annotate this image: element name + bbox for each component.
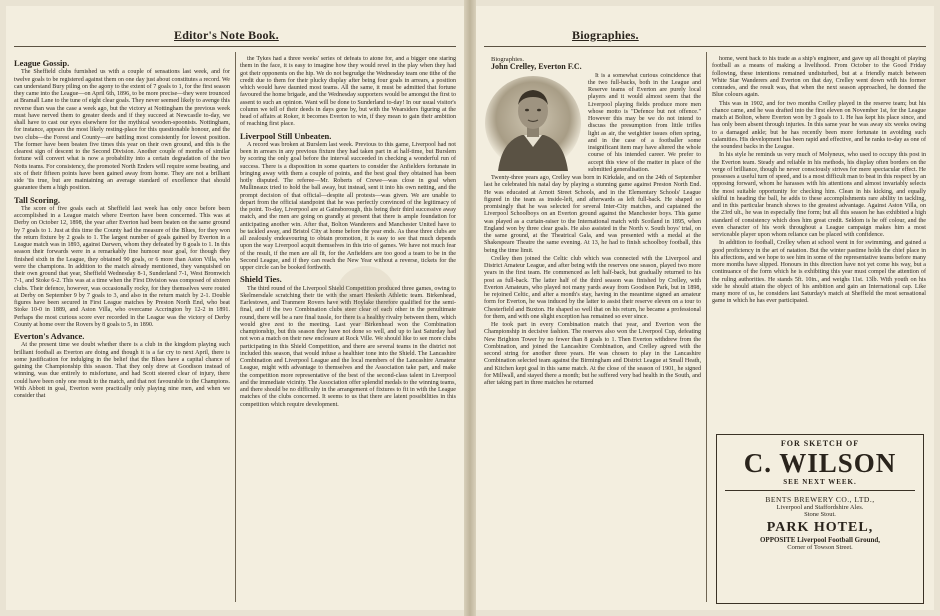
- left-page: [6, 6, 464, 610]
- ad-line-corner: Corner of Towson Street.: [787, 544, 853, 551]
- ad-line-opposite: OPPOSITE Liverpool Football Ground,: [759, 536, 881, 544]
- bio-paragraph: Twenty-three years ago, Crelley was born in Kirkdale, and on the 24th of September last he celebrated his natal day by playing a stunning game against Preston North End. He was educated at Arnott Street Schools, and in the Elementary Schools' League figured in the team as inside-left, and afterwards as left full-back. He shaped so promisingly that he was selected for several Inter-City matches, and captained the Liverpool Schoolboys on an Everton ground against the Manchester boys. This game was played as a curtain-raiser to the International match with Scotland in 1895, when England won by three clear goals. He also assisted in the North v. South boys' trial, on the same ground, at the Theatrical Gala, and was presented with a medal at the Shakespeare Theatre the same evening. At 13, he had to finish schoolboy football, this being the time limit.: [484, 175, 701, 254]
- right-column-2: [712, 56, 926, 428]
- ad-line-name: C. WILSON: [743, 448, 897, 478]
- article-paragraph: The third round of the Liverpool Shield Competition produced three games, owing to Skelmersdale scratching their tie with the smart Hesketh Athletic team. Birkenhead, Earlestown, and Tranmere Rovers have with Hoylake therefore qualified for the semi-final, and if the two Combination clubs steer clear of each other in the penultimate round, there will be a rare final tussle, for there is a healthy rivalry between them, which would give zest to the meeting. Last year Birkenhead won the Combination championship, but this season they have not done so well, and up to last Saturday had not won a match on their new enclosure at Rock Ville. We should like to see more clubs participating in this Shield Competition, and there are several teams in the district not included this season, that would infuse a healthier tone into the Shield. The Lancashire Combination and Liverpool League and the local members of the Lancashire Amateur League, might with advantage to themselves and the Association take part, and make the competition more representative of the best of the second-class talent in Liverpool and the immediate vicinity. The Association offer splendid medals to the winning teams, and there should be no difficulty in the arrangement of fixtures to fit in with the League matches of the clubs concerned. It seems to us that there are latent possibilities in this competition which require development.: [240, 285, 456, 408]
- bio-paragraph: home, went back to his trade as a ship's engineer, and gave up all thought of playing football as a means of making a livelihood. From October to the Good Friday following, these intentions remained undisturbed, but at a friendly match between White Star Wanderers and Everton on that day, Crelley went down with his former comrades, and the result was, that when the next season approached, he donned the Blue colours again.: [712, 56, 926, 99]
- right-column-divider: [706, 52, 707, 602]
- left-column-divider: [235, 52, 236, 602]
- article-paragraph: At the present time we doubt whether there is a club in the kingdom playing such brilliant football as Everton are doing and though it is a far cry to next April, there is some justification for indulging in the belief that the Blues have a capital chance of gaining the Championship this season. That they only drew at Goodison instead of winning, was due entirely to misfortune, and had Scott steered clear of injury, there could have been only one result to the match, and that not favourable to the Champions. With Abbott in goal, Everton were practically only playing nine men, and when we consider that: [14, 342, 230, 399]
- left-heading-rule: [14, 46, 456, 47]
- left-page-heading: Editor's Note Book.: [174, 28, 279, 42]
- right-page-heading: Biographies.: [572, 28, 639, 42]
- ad-divider: [725, 490, 915, 491]
- section-title: League Gossip.: [14, 58, 70, 68]
- ad-line-stout: Stone Stout.: [804, 511, 836, 518]
- advertisement-box: [716, 434, 924, 604]
- ad-line-brewery: BENTS BREWERY CO., LTD.,: [765, 495, 875, 504]
- left-column-2: [240, 56, 456, 606]
- section-title: Liverpool Still Unbeaten.: [240, 130, 332, 141]
- ad-line-sketch: FOR SKETCH OF: [780, 439, 860, 448]
- bio-paragraph: Crelley then joined the Celtic club which was connected with the Liverpool and District Amateur League, and after being with the reserves one season, played two more years in the first team. He commenced as left half-back, but gradually returned to his post as full-back. The latter half of the third season was finished by Crelley, with Everton Amateurs, who played not many yards away from Goodison Park, but in 1898, he rejoined Celtic, and after a month's stay, having in the meantime signed an amateur form for Everton, he was induced by the latter to assist their reserve eleven on a tour to Chesterfield and Buxton. He shaped so well that on his return, he became a professional for them, and with one slight exception has remained so ever since.: [484, 255, 701, 320]
- bio-paragraph: He took part in every Combination match that year, and Everton won the Championship in decisive fashion. The reserves also won the Liverpool Cup, defeating New Brighton Tower by no fewer than 8 goals to 1. Then Everton withdrew from the Combination, and joined the Lancashire Combination, and Crelley agreed with the second string for another three years. He was chosen to play in the Lancashire Combination selected team against the Birmingham and District League at Small Heath, and Kitchen kept goal in this same match. At the close of the season of 1901, he signed for Millwall, and stayed there a month; but he suffered very bad health in the South, and after taking part in three matches he returned: [484, 322, 701, 386]
- left-column-1: [14, 56, 230, 606]
- bio-paragraph: It is a somewhat curious coincidence that the two full-backs, both in the League and Reserve teams of Everton are purely local players and it would almost seem that the Liverpool playing fields produce more men whose motto is "Defence but not offence." However this may be we do not intend to discuss the presumption from little trifles light as air, the weightier issues often spring, and in the case of a footballer some insignificant item may have altered the whole course of his intended career. We prefer to accept this view of the matter in place of the submitted generalisation.: [588, 72, 701, 173]
- bio-paragraph: In addition to football, Crelley when at school went in for swimming, and gained a good proficiency in the art of natation. But the winter pastime holds the chief place in his affections, and we hope to see him in some of the representative teams before many more months have slipped. Honours in this direction have not yet come his way, but a continuance of the form which he is exhibiting this year must compel the attention of the ruling authorities. He stands 5ft. 10in., and weighs 11st. 13lb. With youth on his side he should attain the object of his ambition and gain an International cap. Like many more of us, he considers last Saturday's match at Sheffield the most sensational game in which he has ever participated.: [712, 240, 926, 305]
- section-title: Shield Ties.: [240, 274, 282, 285]
- section-title: Everton's Advance.: [14, 331, 85, 341]
- ad-line-next-week: SEE NEXT WEEK.: [783, 478, 857, 486]
- article-paragraph: The Sheffield clubs furnished us with a couple of sensations last week, and for twelve goals to be registered against them on one day just about constitutes a record. We can understand Bury piling on the agony to the extent of 7 goals to 1, for the first season they came into the League—on April 6th, 1896, to be more precise—they were trounced at Bramall Lane to the tune of eight clear goals. They never seemed likely to avenge this reverse than was the case a week ago, but the victory at Nottingham the previous week must have nerved them to greater deeds and if they succeed at Newcastle to-day, we shall have to cast our eyes elsewhere for the mythical wooden-spoonists. Nottingham, for instance, appears the most likely resting-place for this questionable honour, and the two clubs—the Forest and County—are battling most consistently for lowest position. The former have been beaten five times this year on their own ground, and this is the clearest sign of descent to the Second Division. Another couple of months of similar fortune will convert what is now a probability into a certain degradation of the two Notts teams. For consistency, the promoted North Enders will require some beating, and six of their fifteen points have been gained away from home. They are not a brilliant side 'tis true, but are maintaining an average standard of excellence that should guarantee them a high position.: [14, 69, 230, 192]
- player-portrait-icon: [484, 75, 582, 171]
- bio-paragraph: This was in 1902, and for two months Crelley played in the reserve team; but his chance came, and he was drafted into the first eleven on November 1st, for the League match at Bolton, where Everton won by 3 goals to 1. He has kept his place since, and has only been absent through injuries. In this same year he was away six weeks owing to a damaged ankle; but he has recently been more fortunate in avoiding such calamities. His development has been rapid and effective, and he ranks to-day as one of the soundest backs in the League.: [712, 100, 926, 150]
- section-title: Tall Scoring.: [14, 194, 60, 205]
- bio-paragraph: In his style he reminds us very much of Molyneux, who used to occupy this post in the Everton team. Steady and reliable in his methods, his display often borders on the verge of brilliance, though he never consciously strives for mere spectacular effect. He possesses a useful turn of speed, and is a most difficult man to beat in this respect by an opposing forward, whom he harasses with his attentions and almost invariably selects the most suitable opportunity for checking him. Clean in his kicking, and equally skilful in heading the ball, he adds to these accomplishments rare ability in tackling, and in this particular branch shows to the greatest advantage. Against Aston Villa, on the 23rd ult., he was in especially fine form; but all this season he has exhibited a high standard of consistency which does him great credit. Seldom is he off colour, and the even character of his work throughout a League campaign makes him a most serviceable player upon whom reliance can be placed with confidence.: [712, 152, 926, 238]
- ad-line-hotel: PARK HOTEL,: [766, 520, 874, 535]
- right-page: [476, 6, 934, 610]
- bio-section-label: Biographies.: [491, 56, 525, 63]
- ad-line-ales: Liverpool and Staffordshire Ales.: [776, 504, 864, 511]
- article-paragraph: the Tykes had a three weeks' series of defeats to atone for, and a bigger one staring them in the face, it is easy to imagine how they would revel in the play when they had got their opponents on the hip. We do not begrudge the Wednesday team one tithe of the credit due to them for their plucky display after being four goals in arrears, a position which would have daunted most teams. All the same, it must be admitted that fortune favoured the home brigade, and the Wednesday supporters would be amongst the first to assent to such an opinion. Want will be done to Sunderland to-day! In our usual visitor's column we tell of their deeds in days gone by, but with the Wearsiders figuring at the head of affairs at Roker, it becomes Everton to win, if they mean to gain their ambition of reaching first place.: [240, 56, 456, 128]
- right-heading-rule: [484, 46, 926, 47]
- right-column-1: [484, 56, 701, 606]
- bio-name: John Crelley, Everton F.C.: [491, 62, 582, 72]
- article-paragraph: The score of five goals each at Sheffield last week has only once before been accomplished in a League match where Everton have been concerned. This was at Derby on October 12, 1898, the year after Everton had been beaten on the same ground by 7 goals to 1. Just at this time the County had the measure of the Blues, for they won the return fixture by 2 goals to 1. The largest number of goals gained by Everton in a League match was in 1893, against Darwen, whom they defeated by 8 goals to 1. In this season their forwards were in a remarkably fine humour near goal, for though they finished sixth in the League, they obtained 90 goals, or 6 more than Aston Villa, who were the champions. In addition to the match already mentioned, they vanquished on their own ground that year, Sheffield Wednesday 8-1, Sunderland 7-1, West Bromwich 7-1, and Stoke 6-2. This was at a time when the First Division was composed of sixteen clubs. Their defence, however, was occasionally rocky, for they themselves were routed at Derby on September 9 by 7 goals to 3, and also in the return match by 2-1. Double figures have been secured in First League matches by Preston North End, who beat Stoke 10-0 in 1889, and Aston Villa, who overcame Accrington by 12-2 in 1891. Perhaps the most curious score ever recorded in the League was the victory of Derby County at home over the Rovers by 8 goals to 5, in 1890.: [14, 205, 230, 328]
- article-paragraph: A record was broken at Burslem last week. Previous to this game, Liverpool had not been in arrears in any previous fixture they had taken part in at half-time, but Burslem by scoring the only goal before the interval succeeded in checking a wonderful run of success. There is a disposition in some quarters to consider the Anfielders fortunate in bringing away with them a couple of points, and the best goal they obtained has been hotly disputed. The referee—Mr. Roberts of Crewe—was close in goal when Mullineaux tried to hold the ball away, but instead, sent it into his own netting, and the prompt decision of that official—despite all protests—was given. We are unable to depart from the official standpoint that he was perfectly convinced of the legitimacy of the point. To-day, Liverpool are at Gainsborough, this being their third successive away match, and the men are going on grandly at present that there is ample foundation for anticipating another win. After that, Bolton Wanderers and Manchester United have to be tackled away, and Bristol City at home before the year ends. As these three clubs are all zealously endeavouring to obtain promotion, it is easy to see that much depends upon the way Liverpool acquit themselves in this trio of games. We have not much fear of the result, if the men are all fit, for the Anfielders are too good a team to be in the Second League, and if they can reach the New Year without a reverse, tickets for the upper circle can be booked forthwith.: [240, 141, 456, 271]
- paper-stain: [336, 266, 396, 326]
- page-gutter: [464, 0, 476, 616]
